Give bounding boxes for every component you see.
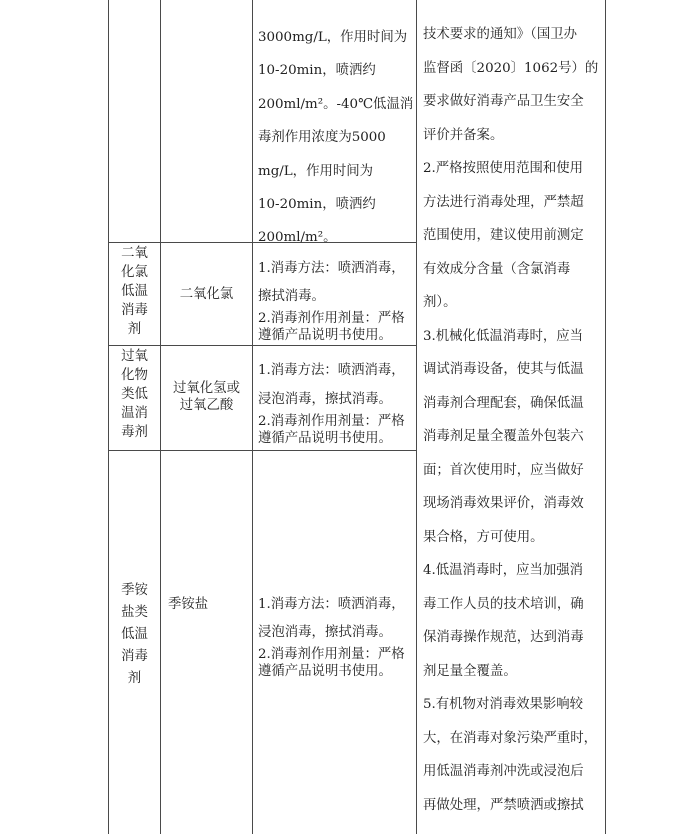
notes-line: 消毒剂合理配套，确保低温 — [423, 395, 584, 411]
text-line: 1.消毒方法：喷洒消毒， — [258, 363, 405, 378]
text-line: 3000mg/L，作用时间为 — [258, 30, 408, 45]
notes-line: 范围使用，建议使用前测定 — [423, 228, 584, 243]
row3-ingredient: 季铵盐 — [168, 597, 209, 612]
text-line: 遵循产品说明书使用。 — [258, 431, 392, 446]
notes-line: 面；首次使用时，应当做好 — [423, 462, 584, 478]
text-line: 200ml/m²。-40℃低温消 — [258, 97, 414, 112]
table-border-col2 — [160, 0, 161, 834]
notes-line: 评价并备案。 — [423, 127, 504, 143]
notes-line: 监督函〔2020〕1062号）的 — [423, 60, 599, 76]
notes-line: 毒工作人员的技术培训，确 — [423, 596, 584, 612]
text-line: 10-20min，喷洒约 — [258, 63, 376, 78]
text-line: 浸泡消毒，擦拭消毒。 — [258, 625, 392, 640]
notes-line: 3.机械化低温消毒时，应当 — [423, 328, 584, 344]
text-line: 2.消毒剂作用剂量：严格 — [258, 414, 405, 429]
table-border-col3 — [252, 0, 253, 834]
notes-line: 2.严格按照使用范围和使用 — [423, 161, 584, 176]
text-line: 浸泡消毒，擦拭消毒。 — [258, 392, 392, 407]
row3-category: 季铵 盐类 低温 消毒 剂 — [121, 583, 148, 686]
text-line: 10-20min，喷洒约 — [258, 197, 376, 212]
notes-line: 有效成分含量（含氯消毒 — [423, 261, 571, 277]
table-border-right — [605, 0, 606, 834]
notes-line: 要求做好消毒产品卫生安全 — [423, 94, 584, 109]
notes-line: 方法进行消毒处理，严禁超 — [423, 194, 584, 210]
notes-line: 大，在消毒对象污染严重时， — [423, 730, 598, 746]
row-divider-3 — [108, 450, 416, 451]
text-line: 毒剂作用浓度为5000 — [258, 130, 386, 145]
notes-line: 4.低温消毒时，应当加强消 — [423, 563, 584, 578]
notes-line: 保消毒操作规范，达到消毒 — [423, 630, 584, 645]
row2-ingredient: 过氧化氢或 过氧乙酸 — [173, 381, 240, 413]
text-line: 1.消毒方法：喷洒消毒， — [258, 261, 405, 276]
text-line: 200ml/m²。 — [258, 230, 337, 245]
notes-line: 剂足量全覆盖。 — [423, 663, 517, 679]
text-line: 遵循产品说明书使用。 — [258, 328, 392, 343]
text-line: 2.消毒剂作用剂量：严格 — [258, 647, 405, 662]
notes-line: 剂）。 — [423, 295, 457, 310]
text-line: 擦拭消毒。 — [258, 289, 325, 304]
notes-line: 用低温消毒剂冲洗或浸泡后 — [423, 764, 584, 779]
text-line: mg/L，作用时间为 — [258, 164, 374, 179]
text-line: 2.消毒剂作用剂量：严格 — [258, 311, 405, 326]
notes-line: 消毒剂足量全覆盖外包装六 — [423, 429, 584, 444]
row1-ingredient: 二氧化氯 — [179, 287, 234, 302]
notes-line: 再做处理，严禁喷洒或擦拭 — [423, 797, 584, 813]
table-border-col4 — [416, 0, 417, 834]
row1-category: 二氧 化氯 低温 消毒 剂 — [121, 246, 148, 337]
notes-line: 现场消毒效果评价，消毒效 — [423, 496, 584, 511]
text-line: 遵循产品说明书使用。 — [258, 664, 392, 679]
row2-category: 过氧 化物 类低 温消 毒剂 — [121, 349, 148, 440]
notes-line: 5.有机物对消毒效果影响较 — [423, 697, 584, 712]
notes-line: 技术要求的通知》（国卫办 — [423, 27, 577, 42]
text-line: 1.消毒方法：喷洒消毒， — [258, 597, 405, 612]
notes-line: 果合格，方可使用。 — [423, 529, 544, 545]
notes-line: 调试消毒设备，使其与低温 — [423, 362, 584, 377]
